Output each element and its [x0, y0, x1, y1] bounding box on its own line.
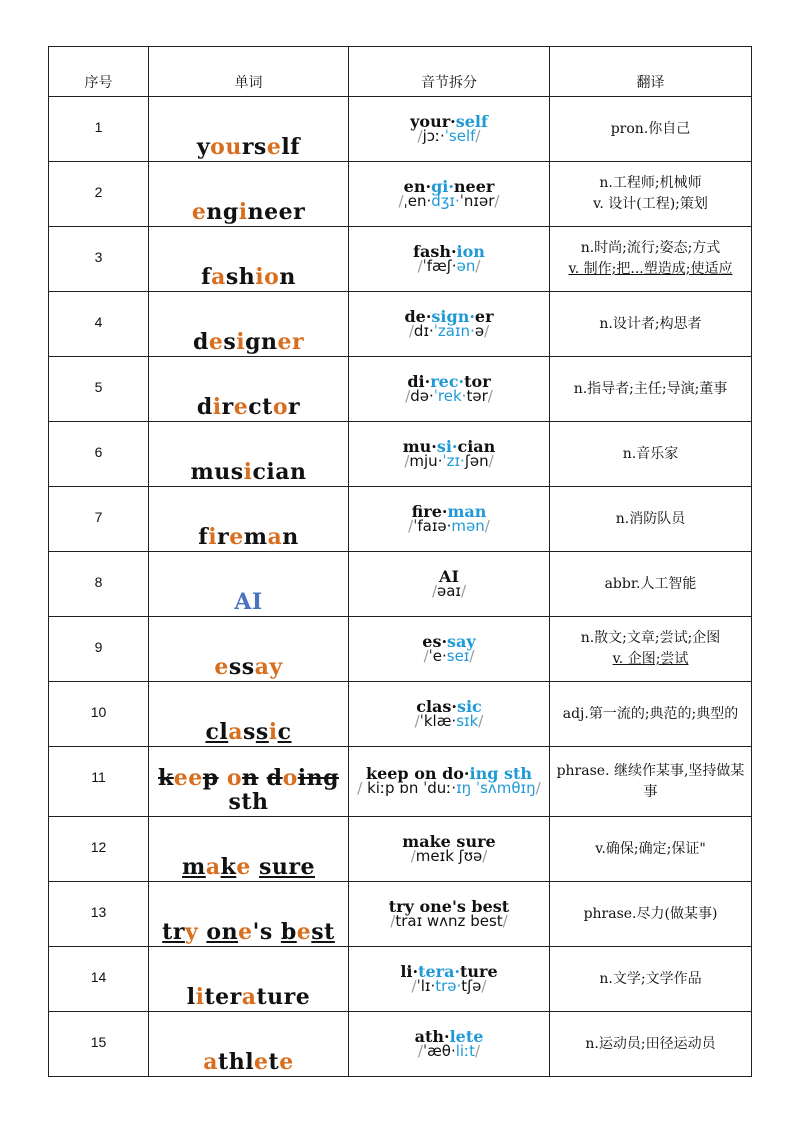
- word-segment: [219, 765, 227, 791]
- syllable-part: en·: [403, 176, 432, 196]
- phonetic-part: /: [475, 256, 481, 275]
- translation-cell: [550, 357, 752, 422]
- table-row: [49, 227, 752, 292]
- word-segment: ter: [204, 984, 242, 1010]
- table-row: [49, 487, 752, 552]
- syllable-part: er: [474, 306, 494, 326]
- phonetic-part: ˈrek·: [433, 386, 467, 405]
- syllable-cell: [349, 227, 550, 292]
- word-segment: k: [220, 854, 237, 880]
- word-segment: ing: [297, 765, 339, 791]
- translation-cell: [550, 227, 752, 292]
- word-segment: e: [296, 919, 312, 945]
- phonetic-part: /: [475, 1041, 481, 1060]
- translation-line: v. 制作;把...塑造成;使适应: [568, 261, 733, 277]
- phonetic-part: meɪk ʃʊə: [415, 846, 483, 865]
- phonetic-transcription: [349, 256, 549, 275]
- word-segment: cl: [205, 719, 229, 745]
- word-segment: i: [212, 394, 222, 420]
- phonetic-part: mju·: [409, 451, 443, 470]
- word-segment: on: [206, 919, 239, 945]
- word-segment: e: [238, 919, 253, 945]
- phonetic-part: /: [488, 451, 494, 470]
- syllable-part: di·: [407, 371, 431, 391]
- row-number: 1: [49, 97, 149, 162]
- phonetic-part: /: [408, 516, 414, 535]
- header-syllables: 音节拆分: [349, 47, 550, 97]
- translation-cell: [550, 617, 752, 682]
- phonetic-part: /: [398, 191, 404, 210]
- header-row: [49, 47, 752, 97]
- table-row: [49, 357, 752, 422]
- syllable-part: tera·: [418, 961, 461, 981]
- row-number: 11: [49, 747, 149, 817]
- translation-cell: [550, 97, 752, 162]
- word-cell: [149, 747, 349, 817]
- syllable-part: ture: [460, 961, 498, 981]
- translation-line: adj.第一流的;典范的;典型的: [562, 705, 739, 722]
- syllable-part: fash·: [413, 241, 457, 261]
- phonetic-part: tʃə: [461, 976, 482, 995]
- word-segment: i: [236, 329, 246, 355]
- syllable-part: AI: [439, 566, 459, 586]
- phonetic-part: /: [431, 581, 437, 600]
- word-segment: rs: [241, 134, 267, 160]
- word-segment: a: [267, 524, 283, 550]
- phonetic-part: /: [404, 451, 410, 470]
- word-segment: k: [158, 765, 174, 791]
- phonetic-part: /: [469, 646, 475, 665]
- phonetic-transcription: [349, 911, 549, 930]
- phonetic-part: ˈzɪ·: [442, 451, 465, 470]
- word-segment: e: [214, 654, 229, 680]
- phonetic-transcription: [349, 581, 549, 600]
- phonetic-part: /: [535, 779, 541, 797]
- phonetic-part: /: [357, 779, 368, 797]
- phonetic-part: ə: [474, 321, 485, 340]
- word-cell: [149, 882, 349, 947]
- phonetic-part: /: [410, 846, 416, 865]
- word-segment: e: [279, 1049, 294, 1075]
- translation-line: n.工程师;机械师: [599, 175, 702, 191]
- phonetic-part: /: [423, 646, 429, 665]
- phonetic-part: /: [478, 711, 484, 730]
- row-number: 4: [49, 292, 149, 357]
- table-row: [49, 1012, 752, 1077]
- phonetic-part: /: [408, 321, 414, 340]
- word-segment: e: [266, 134, 282, 160]
- phonetic-part: ˈfæʃ·: [422, 256, 457, 275]
- table-row: [49, 162, 752, 227]
- phonetic-part: /: [494, 191, 500, 210]
- table-row: [49, 292, 752, 357]
- word-segment: a: [254, 654, 270, 680]
- syllable-part: try one's best: [388, 896, 510, 916]
- syllable-part: clas·: [416, 696, 457, 716]
- word-cell: [149, 292, 349, 357]
- translation-line: v.确保;确定;保证": [595, 840, 706, 857]
- header-word: 单词: [149, 47, 349, 97]
- word-segment: m: [243, 524, 268, 550]
- phonetic-part: /: [502, 911, 508, 930]
- phonetic-part: trə·: [435, 976, 462, 995]
- syllable-part: cian: [457, 436, 496, 456]
- word-segment: n: [242, 765, 259, 791]
- phonetic-part: ʃən: [464, 451, 489, 470]
- word-segment: e: [254, 1049, 269, 1075]
- syllable-part: li·: [400, 961, 419, 981]
- word-segment: c: [277, 719, 292, 745]
- translation-cell: [550, 947, 752, 1012]
- phonetic-transcription: [349, 126, 549, 145]
- word-segment: ee: [264, 199, 294, 225]
- word-segment: o: [282, 765, 298, 791]
- word-segment: ou: [210, 134, 242, 160]
- phonetic-part: ɪŋ: [456, 779, 472, 797]
- word-segment: d: [266, 765, 283, 791]
- translation-line: n.散文;文章;尝试;企图: [580, 630, 721, 646]
- word-segment: p: [202, 765, 219, 791]
- word-segment: d: [196, 394, 213, 420]
- word-segment: ct: [248, 394, 273, 420]
- word-segment: i: [268, 719, 278, 745]
- word-cell: [149, 422, 349, 487]
- word-segment: AI: [234, 589, 263, 615]
- word-segment: gn: [245, 329, 278, 355]
- syllable-part: sic: [456, 696, 482, 716]
- phonetic-part: /: [482, 846, 488, 865]
- word-cell: [149, 1012, 349, 1077]
- row-number: 8: [49, 552, 149, 617]
- phonetic-transcription: [349, 646, 549, 665]
- table-row: [49, 617, 752, 682]
- word-cell: [149, 97, 349, 162]
- word-segment: a: [228, 719, 243, 745]
- word-segment: n: [247, 199, 265, 225]
- word-segment: o: [272, 394, 288, 420]
- syllable-part: your·: [410, 111, 456, 131]
- syllable-part: neer: [453, 176, 495, 196]
- phonetic-part: jɔː·: [422, 126, 445, 145]
- phonetic-part: ən: [456, 256, 476, 275]
- table-row: [49, 817, 752, 882]
- word-segment: tr: [162, 919, 185, 945]
- word-segment: [273, 919, 281, 945]
- syllable-cell: [349, 422, 550, 487]
- translation-cell: [550, 552, 752, 617]
- translation-line: n.消防队员: [615, 510, 686, 527]
- row-number: 9: [49, 617, 149, 682]
- syllable-cell: [349, 97, 550, 162]
- phonetic-part: sɪk: [456, 711, 479, 730]
- word-cell: [149, 357, 349, 422]
- word-segment: io: [255, 264, 280, 290]
- phonetic-part: ˈnɪər: [459, 191, 495, 210]
- phonetic-part: tər: [466, 386, 488, 405]
- phonetic-transcription: [349, 191, 549, 210]
- table-row: [49, 747, 752, 817]
- syllable-part: de·: [404, 306, 432, 326]
- phonetic-part: /: [390, 911, 396, 930]
- word-segment: er: [277, 329, 305, 355]
- translation-cell: [550, 1012, 752, 1077]
- phonetic-part: ˈfaɪə·: [413, 516, 452, 535]
- word-segment: r: [217, 524, 230, 550]
- word-segment: t: [268, 1049, 280, 1075]
- syllable-part: mu·: [402, 436, 437, 456]
- phonetic-part: /: [411, 976, 417, 995]
- phonetic-part: /: [484, 321, 490, 340]
- syllable-part: make sure: [402, 831, 496, 851]
- word-segment: sh: [225, 264, 256, 290]
- phonetic-transcription: [349, 451, 549, 470]
- row-number: 10: [49, 682, 149, 747]
- word-segment: cian: [252, 459, 307, 485]
- phonetic-part: /: [461, 581, 467, 600]
- word-segment: y: [184, 919, 199, 945]
- word-segment: e: [208, 329, 224, 355]
- word-segment: sure: [259, 854, 315, 880]
- phonetic-part: əaɪ: [437, 581, 461, 600]
- word-segment: n: [282, 524, 299, 550]
- header-translation: 翻译: [550, 47, 752, 97]
- phonetic-part: ˈe·: [428, 646, 447, 665]
- row-number: 2: [49, 162, 149, 227]
- table-row: [49, 947, 752, 1012]
- phonetic-transcription: [349, 516, 549, 535]
- word-segment: d: [192, 329, 209, 355]
- phonetic-part: ˈlɪ·: [416, 976, 436, 995]
- row-number: 13: [49, 882, 149, 947]
- translation-line: v. 设计(工程);策划: [593, 196, 708, 212]
- word-segment: a: [241, 984, 257, 1010]
- phonetic-part: traɪ wʌnz best: [395, 911, 503, 930]
- word-cell: [149, 487, 349, 552]
- word-segment: e: [233, 394, 249, 420]
- phonetic-part: ˈæθ·: [422, 1041, 456, 1060]
- word-segment: e: [191, 199, 207, 225]
- syllable-cell: [349, 882, 550, 947]
- translation-cell: [550, 292, 752, 357]
- phonetic-part: /: [484, 516, 490, 535]
- translation-line: n.文学;文学作品: [599, 970, 702, 987]
- syllable-part: self: [455, 111, 488, 131]
- syllable-cell: [349, 1012, 550, 1077]
- word-segment: st: [311, 919, 335, 945]
- word-segment: y: [196, 134, 211, 160]
- word-cell: [149, 682, 349, 747]
- translation-cell: [550, 422, 752, 487]
- syllable-part: gi·: [431, 176, 454, 196]
- word-segment: n: [279, 264, 296, 290]
- word-segment: i: [195, 984, 205, 1010]
- phonetic-transcription: [349, 1041, 549, 1060]
- phonetic-part: /: [414, 711, 420, 730]
- word-segment: i: [243, 459, 253, 485]
- phonetic-part: /: [417, 1041, 423, 1060]
- translation-line: n.运动员;田径运动员: [585, 1035, 716, 1052]
- word-segment: [251, 854, 259, 880]
- row-number: 3: [49, 227, 149, 292]
- syllable-part: say: [447, 631, 476, 651]
- word-segment: r: [288, 394, 301, 420]
- word-segment: ss: [228, 654, 255, 680]
- word-cell: [149, 817, 349, 882]
- word-segment: ture: [256, 984, 311, 1010]
- table-row: [49, 682, 752, 747]
- word-segment: 's: [252, 919, 273, 945]
- translation-line: n.音乐家: [622, 445, 679, 462]
- word-segment: a: [211, 264, 226, 290]
- phonetic-transcription: [349, 386, 549, 405]
- translation-line: n.指导者;主任;导演;董事: [573, 380, 728, 397]
- row-number: 5: [49, 357, 149, 422]
- syllable-part: es·: [422, 631, 448, 651]
- word-segment: s: [255, 719, 269, 745]
- syllable-part: ing sth: [469, 764, 532, 783]
- syllable-cell: [349, 487, 550, 552]
- syllable-part: tor: [464, 371, 491, 391]
- word-segment: o: [226, 765, 242, 791]
- word-segment: e: [236, 854, 251, 880]
- syllable-part: keep on do·: [365, 764, 470, 783]
- syllable-part: ion: [456, 241, 485, 261]
- phonetic-transcription: [349, 711, 549, 730]
- phonetic-part: ˈself: [444, 126, 476, 145]
- translation-cell: [550, 487, 752, 552]
- phonetic-part: dɪ·: [413, 321, 434, 340]
- syllable-cell: [349, 817, 550, 882]
- phonetic-part: /: [405, 386, 411, 405]
- translation-line: phrase.尽力(做某事): [583, 905, 718, 922]
- syllable-cell: [349, 292, 550, 357]
- translation-cell: [550, 747, 752, 817]
- phonetic-part: də·: [410, 386, 434, 405]
- word-segment: i: [208, 524, 218, 550]
- syllable-cell: [349, 617, 550, 682]
- syllable-cell: [349, 682, 550, 747]
- phonetic-transcription: [349, 321, 549, 340]
- phonetic-part: liːt: [455, 1041, 476, 1060]
- phonetic-part: mən: [451, 516, 485, 535]
- word-segment: b: [280, 919, 297, 945]
- row-number: 12: [49, 817, 149, 882]
- word-segment: i: [238, 199, 248, 225]
- translation-line: n.时尚;流行;姿态;方式: [580, 240, 721, 256]
- table-row: [49, 552, 752, 617]
- syllable-part: si·: [436, 436, 458, 456]
- word-segment: s: [223, 329, 237, 355]
- phonetic-transcription: [349, 781, 549, 796]
- word-segment: ee: [173, 765, 203, 791]
- syllable-cell: [349, 552, 550, 617]
- word-segment: a: [203, 1049, 219, 1075]
- translation-cell: [550, 817, 752, 882]
- translation-line: phrase. 继续作某事,坚持做某事: [556, 762, 745, 800]
- header-index: 序号: [49, 47, 149, 97]
- word-cell: [149, 617, 349, 682]
- word-segment: thl: [218, 1049, 255, 1075]
- word-segment: f: [198, 524, 209, 550]
- phonetic-part: /: [475, 126, 481, 145]
- syllable-cell: [349, 162, 550, 227]
- word-segment: mus: [190, 459, 244, 485]
- phonetic-part: /: [417, 256, 423, 275]
- word-cell: [149, 947, 349, 1012]
- row-number: 14: [49, 947, 149, 1012]
- word-segment: [259, 765, 267, 791]
- table-row: [49, 882, 752, 947]
- syllable-part: rec·: [430, 371, 465, 391]
- word-segment: f: [201, 264, 212, 290]
- syllable-part: fire·: [411, 501, 448, 521]
- word-segment: l: [186, 984, 196, 1010]
- translation-cell: [550, 682, 752, 747]
- word-segment: s: [242, 719, 256, 745]
- phonetic-part: /: [417, 126, 423, 145]
- word-segment: lf: [281, 134, 301, 160]
- syllable-part: ath·: [414, 1026, 450, 1046]
- word-segment: ng: [206, 199, 239, 225]
- phonetic-part: ˌen·: [403, 191, 432, 210]
- phonetic-part: ˈzaɪn·: [433, 321, 475, 340]
- row-number: 6: [49, 422, 149, 487]
- phonetic-part: ˈklæ·: [419, 711, 457, 730]
- phonetic-part: /: [487, 386, 493, 405]
- syllable-cell: [349, 747, 550, 817]
- syllable-cell: [349, 357, 550, 422]
- word-segment: r: [293, 199, 306, 225]
- phonetic-part: /: [481, 976, 487, 995]
- word-segment: y: [269, 654, 283, 680]
- word-cell: [149, 227, 349, 292]
- syllable-part: sign·: [431, 306, 475, 326]
- phonetic-part: kiːp ɒn ˈduː·: [367, 779, 457, 797]
- phonetic-part: dʒɪ·: [431, 191, 460, 210]
- translation-line: v. 企图;尝试: [612, 651, 689, 667]
- translation-line: pron.你自己: [610, 120, 691, 137]
- word-segment: sth: [228, 789, 269, 815]
- translation-line: n.设计者;构思者: [599, 315, 702, 332]
- table-row: [49, 97, 752, 162]
- syllable-cell: [349, 947, 550, 1012]
- word-segment: r: [221, 394, 234, 420]
- syllable-part: man: [447, 501, 487, 521]
- row-number: 7: [49, 487, 149, 552]
- row-number: 15: [49, 1012, 149, 1077]
- word-cell: [149, 162, 349, 227]
- vocabulary-table: [48, 46, 752, 1077]
- word-cell: [149, 552, 349, 617]
- translation-cell: [550, 882, 752, 947]
- syllable-part: lete: [449, 1026, 484, 1046]
- phonetic-part: ˈsʌmθɪŋ: [471, 779, 536, 797]
- word-segment: a: [205, 854, 221, 880]
- phonetic-transcription: [349, 976, 549, 995]
- translation-cell: [550, 162, 752, 227]
- word-segment: m: [182, 854, 206, 880]
- phonetic-part: seɪ: [446, 646, 470, 665]
- word-segment: e: [229, 524, 244, 550]
- translation-line: abbr.人工智能: [604, 575, 697, 592]
- phonetic-transcription: [349, 846, 549, 865]
- table-row: [49, 422, 752, 487]
